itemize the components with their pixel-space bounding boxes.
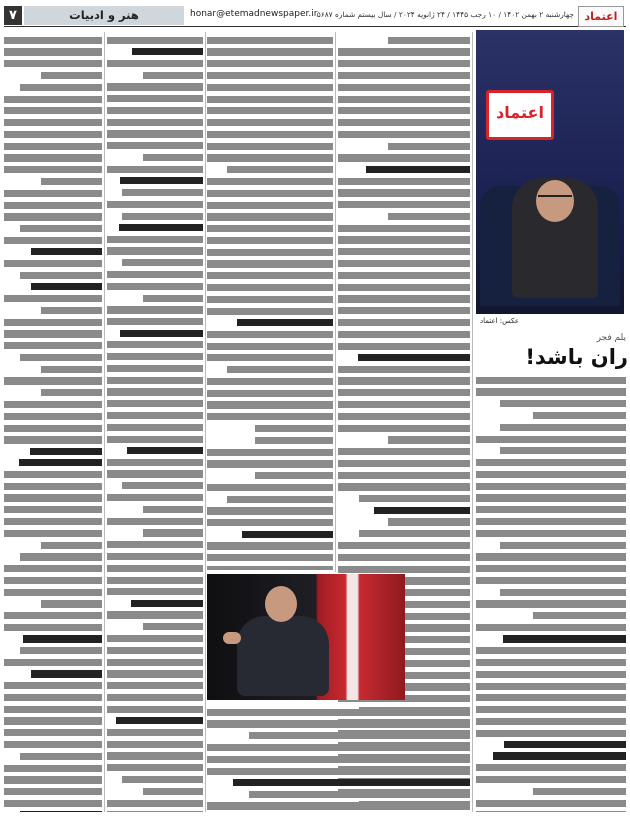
text-line [338, 96, 470, 103]
text-line [4, 401, 102, 408]
text-line [476, 471, 626, 478]
newspaper-logo: اعتماد [578, 6, 624, 27]
text-line [207, 296, 333, 303]
text-line [207, 237, 333, 244]
text-line [122, 259, 203, 266]
text-line [476, 577, 626, 584]
text-line [107, 377, 203, 384]
text-line [374, 507, 470, 514]
text-line [338, 225, 470, 232]
text-line [107, 436, 203, 443]
text-line [207, 744, 470, 751]
text-line [107, 166, 203, 173]
text-line [338, 566, 470, 573]
text-line [476, 388, 626, 395]
article-column-3 [207, 32, 333, 570]
text-line [255, 437, 333, 444]
text-line [207, 413, 333, 420]
text-line [4, 589, 102, 596]
text-line [533, 612, 626, 619]
text-line [119, 224, 203, 231]
text-line [476, 494, 626, 501]
text-line [4, 800, 102, 807]
text-line [207, 343, 333, 350]
text-line [338, 236, 470, 243]
text-line [107, 565, 203, 572]
portrait-photo [476, 30, 624, 328]
text-line [4, 612, 102, 619]
text-line [207, 107, 333, 114]
text-line [338, 554, 470, 561]
text-line [4, 330, 102, 337]
column-divider [205, 32, 206, 812]
text-line [107, 341, 203, 348]
text-line [338, 483, 470, 490]
text-line [500, 589, 626, 596]
text-line [207, 484, 333, 491]
page-number: ۷ [4, 6, 22, 25]
text-line [4, 765, 102, 772]
text-line [237, 319, 333, 326]
text-line [338, 107, 470, 114]
text-line [476, 800, 626, 807]
text-line [207, 131, 333, 138]
text-line [107, 577, 203, 584]
text-line [476, 811, 626, 812]
text-line [255, 425, 333, 432]
text-line [31, 670, 102, 677]
text-line [476, 694, 626, 701]
text-line [503, 635, 626, 642]
text-line [533, 788, 626, 795]
text-line [338, 189, 470, 196]
text-line [338, 131, 470, 138]
text-line [31, 248, 102, 255]
text-line [338, 60, 470, 67]
text-line [4, 717, 102, 724]
text-line [476, 718, 626, 725]
text-line [476, 706, 626, 713]
text-line [107, 811, 203, 812]
text-line [120, 177, 203, 184]
text-line [107, 283, 203, 290]
text-line [207, 119, 333, 126]
text-line [4, 471, 102, 478]
text-line [20, 84, 102, 91]
text-line [338, 201, 470, 208]
text-line [388, 143, 470, 150]
text-line [107, 659, 203, 666]
text-line [207, 178, 333, 185]
text-line [107, 682, 203, 689]
text-line [493, 752, 626, 759]
text-line [476, 459, 626, 466]
text-line [107, 271, 203, 278]
text-line [143, 295, 203, 302]
text-line [143, 529, 203, 536]
text-line [107, 107, 203, 114]
text-line [4, 694, 102, 701]
text-line [4, 295, 102, 302]
text-line [107, 706, 203, 713]
text-line [338, 413, 470, 420]
text-line [227, 166, 333, 173]
main-headline: ران باشد! [525, 345, 628, 369]
text-line [338, 377, 470, 384]
text-line [4, 741, 102, 748]
text-line [107, 588, 203, 595]
text-line [107, 318, 203, 325]
text-line [207, 542, 333, 549]
text-line [207, 37, 333, 44]
text-line [41, 389, 102, 396]
photo-caption: عکس: اعتماد [476, 314, 624, 328]
text-line [107, 365, 203, 372]
text-line [233, 779, 470, 786]
text-line [107, 37, 203, 44]
text-line [207, 720, 470, 727]
text-line [207, 84, 333, 91]
text-line [107, 541, 203, 548]
text-line [207, 507, 333, 514]
text-line [476, 565, 626, 572]
text-line [4, 506, 102, 513]
text-line [388, 436, 470, 443]
text-line [107, 494, 203, 501]
text-line [4, 166, 102, 173]
text-line [107, 83, 203, 90]
text-line [476, 436, 626, 443]
text-line [107, 694, 203, 701]
text-line [127, 447, 203, 454]
text-line [4, 530, 102, 537]
text-line [388, 518, 470, 525]
text-line [4, 342, 102, 349]
text-line [338, 331, 470, 338]
text-line [207, 143, 333, 150]
text-line [338, 389, 470, 396]
text-line [107, 306, 203, 313]
text-line [107, 353, 203, 360]
text-line [207, 460, 333, 467]
text-line [4, 706, 102, 713]
text-line [338, 119, 470, 126]
text-line [4, 60, 102, 67]
text-line [338, 154, 470, 161]
text-line [476, 683, 626, 690]
text-line [107, 247, 203, 254]
text-line [4, 518, 102, 525]
text-line [107, 119, 203, 126]
text-line [132, 48, 203, 55]
text-line [338, 343, 470, 350]
text-line [122, 189, 203, 196]
text-line [107, 459, 203, 466]
text-line [107, 553, 203, 560]
text-line [366, 166, 470, 173]
text-line [4, 319, 102, 326]
text-line [41, 307, 102, 314]
text-line [207, 202, 333, 209]
text-line [500, 447, 626, 454]
text-line [207, 249, 333, 256]
text-line [4, 494, 102, 501]
text-line [4, 213, 102, 220]
text-line [207, 756, 470, 763]
text-line [4, 483, 102, 490]
text-line [207, 272, 333, 279]
text-line [338, 295, 470, 302]
text-line [207, 190, 333, 197]
text-line [207, 566, 333, 570]
text-line [107, 729, 203, 736]
text-line [207, 709, 470, 716]
text-line [107, 670, 203, 677]
text-line [143, 623, 203, 630]
text-line [107, 611, 203, 618]
text-line [359, 530, 470, 537]
text-line [4, 624, 102, 631]
text-line [338, 319, 470, 326]
text-line [20, 354, 102, 361]
text-line [227, 366, 333, 373]
text-line [4, 565, 102, 572]
text-line [107, 470, 203, 477]
text-line [207, 72, 333, 79]
text-line [4, 788, 102, 795]
text-line [107, 95, 203, 102]
page-header [4, 6, 626, 27]
text-line [4, 425, 102, 432]
text-line [122, 482, 203, 489]
text-line [207, 260, 333, 267]
text-line [476, 506, 626, 513]
text-line [107, 764, 203, 771]
text-line [476, 530, 626, 537]
article-column-5 [4, 32, 102, 812]
text-line [107, 800, 203, 807]
text-line [207, 354, 333, 361]
text-line [107, 647, 203, 654]
text-line [107, 60, 203, 67]
text-line [207, 802, 470, 809]
text-line [107, 388, 203, 395]
text-line [388, 37, 470, 44]
text-line [4, 202, 102, 209]
text-line [338, 366, 470, 373]
text-line [107, 236, 203, 243]
text-line [207, 308, 333, 315]
text-line [476, 671, 626, 678]
text-line [207, 96, 333, 103]
text-line [20, 753, 102, 760]
text-line [4, 260, 102, 267]
text-line [143, 154, 203, 161]
text-line [107, 424, 203, 431]
column-divider [472, 32, 473, 812]
text-line [31, 283, 102, 290]
text-line [4, 48, 102, 55]
text-line [4, 659, 102, 666]
text-line [107, 400, 203, 407]
text-line [249, 791, 470, 798]
text-line [476, 553, 626, 560]
headline-kicker: یلم فجر [596, 333, 626, 343]
text-line [338, 425, 470, 432]
section-email: honar@etemadnewspaper.ir [190, 9, 318, 19]
column-divider [104, 32, 105, 812]
issue-info: چهارشنبه ۲ بهمن ۱۴۰۲ / ۱۰ رجب ۱۴۴۵ / ۲۴ ژانویه ۲۰۲۴ / سال بیستم شماره ۵۶۸۷ [316, 10, 574, 19]
text-line [143, 788, 203, 795]
text-line [338, 178, 470, 185]
text-line [500, 542, 626, 549]
article-column-4 [107, 32, 203, 812]
text-line [255, 472, 333, 479]
text-line [4, 682, 102, 689]
text-line [4, 577, 102, 584]
text-line [4, 729, 102, 736]
text-line [504, 741, 626, 748]
text-line [19, 459, 102, 466]
text-line [107, 142, 203, 149]
text-line [207, 768, 470, 775]
text-line [338, 72, 470, 79]
text-line [500, 400, 626, 407]
text-line [207, 154, 333, 161]
text-line [227, 496, 333, 503]
text-line [476, 764, 626, 771]
text-line [20, 225, 102, 232]
text-line [4, 107, 102, 114]
text-line [120, 330, 203, 337]
text-line [107, 518, 203, 525]
text-line [338, 542, 470, 549]
text-line [41, 366, 102, 373]
text-line [207, 519, 333, 526]
text-line [20, 647, 102, 654]
text-line [41, 72, 102, 79]
text-line [4, 96, 102, 103]
text-line [122, 213, 203, 220]
text-line [4, 119, 102, 126]
text-line [207, 401, 333, 408]
text-line [131, 600, 203, 607]
text-line [249, 732, 470, 739]
text-line [476, 647, 626, 654]
text-line [338, 401, 470, 408]
text-line [143, 72, 203, 79]
text-line [4, 37, 102, 44]
text-line [338, 448, 470, 455]
text-line [359, 495, 470, 502]
text-line [4, 377, 102, 384]
text-line [41, 178, 102, 185]
text-line [4, 190, 102, 197]
text-line [4, 143, 102, 150]
text-line [107, 201, 203, 208]
text-line [143, 506, 203, 513]
text-line [4, 154, 102, 161]
text-line [338, 48, 470, 55]
text-line [207, 378, 333, 385]
text-line [20, 272, 102, 279]
text-line [476, 600, 626, 607]
text-line [242, 531, 333, 538]
text-line [476, 659, 626, 666]
text-line [207, 48, 333, 55]
column-divider [335, 32, 336, 572]
text-line [207, 554, 333, 561]
text-line [30, 448, 102, 455]
text-line [476, 518, 626, 525]
text-line [358, 354, 470, 361]
text-line [338, 260, 470, 267]
text-line [107, 412, 203, 419]
text-line [122, 776, 203, 783]
text-line [338, 84, 470, 91]
text-line [4, 776, 102, 783]
text-line [41, 542, 102, 549]
text-line [388, 213, 470, 220]
text-line [338, 472, 470, 479]
text-line [4, 436, 102, 443]
text-line [476, 730, 626, 737]
text-line [533, 412, 626, 419]
text-line [107, 130, 203, 137]
interview-photo [207, 574, 405, 700]
text-line [338, 460, 470, 467]
text-line [41, 600, 102, 607]
text-line [107, 752, 203, 759]
text-line [500, 424, 626, 431]
text-line [4, 131, 102, 138]
studio-sign: اعتماد [486, 90, 554, 140]
text-line [4, 413, 102, 420]
text-line [107, 741, 203, 748]
text-line [338, 272, 470, 279]
text-line [207, 213, 333, 220]
text-line [20, 811, 102, 812]
text-line [338, 284, 470, 291]
text-line [207, 60, 333, 67]
text-line [116, 717, 203, 724]
text-line [20, 553, 102, 560]
text-line [207, 449, 333, 456]
text-line [207, 225, 333, 232]
text-line [207, 331, 333, 338]
section-title: هنر و ادبیات [24, 6, 184, 25]
text-line [23, 635, 102, 642]
text-line [207, 390, 333, 397]
article-column-1 [476, 372, 626, 812]
text-line [207, 284, 333, 291]
text-line [338, 307, 470, 314]
text-line [4, 237, 102, 244]
text-line [338, 248, 470, 255]
text-line [476, 483, 626, 490]
text-line [476, 776, 626, 783]
article-column-3-lower [207, 704, 470, 812]
text-line [476, 377, 626, 384]
text-line [476, 624, 626, 631]
text-line [107, 635, 203, 642]
